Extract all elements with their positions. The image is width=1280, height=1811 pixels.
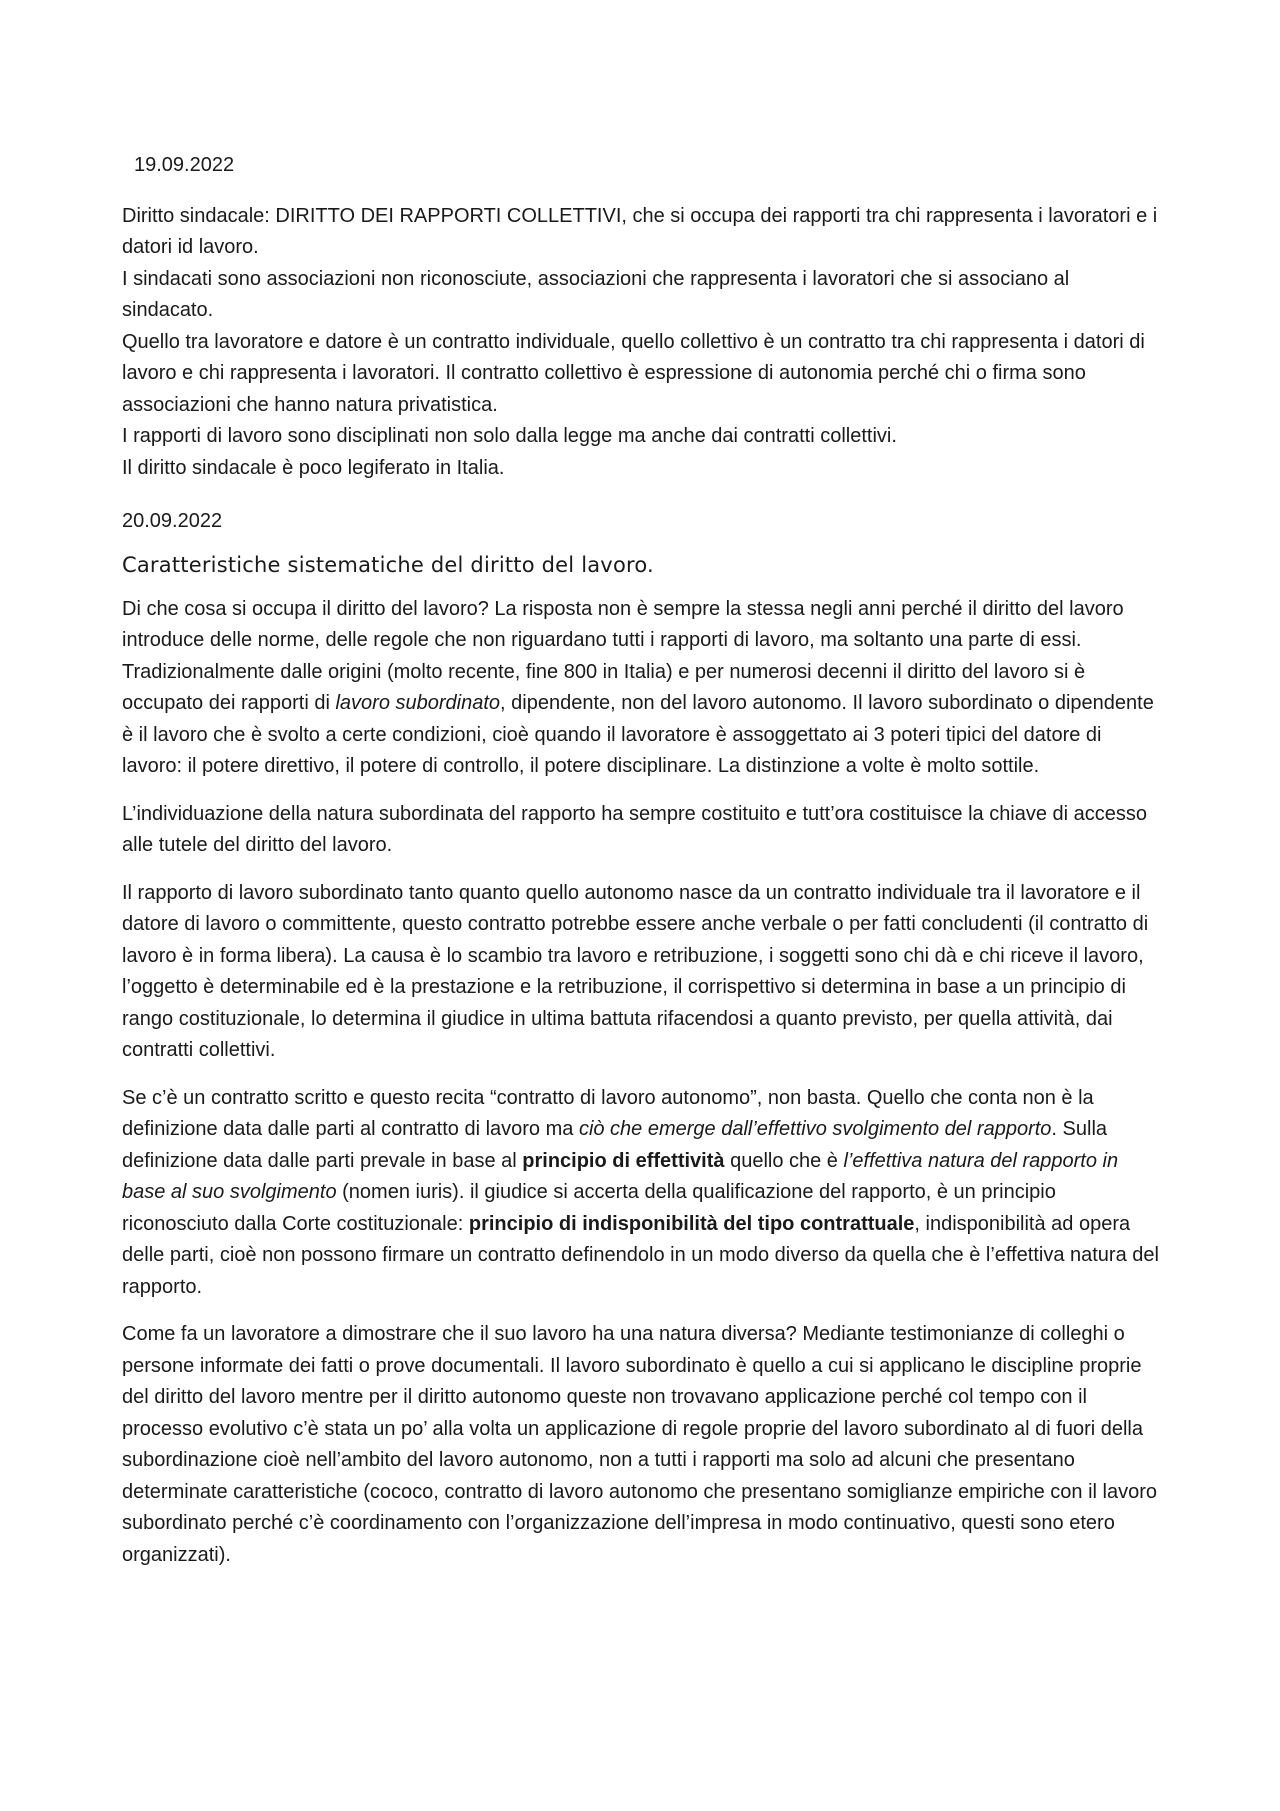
text-segment: (nomen iuris). il giudice si accerta della qualificazione del rapporto, è un principio riconosciuto dalla Corte costituzionale: [122,1181,1056,1235]
paragraph-oggetto-diritto-lavoro [122,594,1162,783]
document-page [122,150,1162,1587]
italic-phrase: ciò che emerge dall’effettivo svolgimento del rapporto [578,1118,1052,1140]
note-line: Quello tra lavoratore e datore è un contratto individuale, quello collettivo è un contratto tra chi rappresenta i datori di lavoro e chi rappresenta i lavoratori. Il contratto collettivo è espressione di autonomia perché chi o firma sono associazioni che hanno natura privatistica. [122,330,1145,416]
paragraph-prova-lavoro: Come fa un lavoratore a dimostrare che il suo lavoro ha una natura diversa? Mediante testimonianze di colleghi o persone informate dei fatti o prove documentali. Il lavoro subordinato è quello a cui si applicano le discipline proprie del diritto del lavoro mentre per il diritto autonomo queste non trovavano applicazione perché col tempo con il processo evolutivo c’è stata un po’ alla volta un applicazione di regole proprie del lavoro subordinato al di fuori della subordinazione cioè nell’ambito del lavoro autonomo, non a tutti i rapporti ma solo ad alcuni che presentano determinate caratteristiche (cococo, contratto di lavoro autonomo che presentano somiglianze empiriche con il lavoro subordinato perché c’è coordinamento con l’organizzazione dell’impresa in modo continuativo, questi sono etero organizzati). [122,1323,1157,1566]
text-segment: quello che è [724,1149,844,1172]
note-line: I sindacati sono associazioni non riconosciute, associazioni che rappresenta i lavoratori che si associano al sindacato. [122,267,1070,321]
note-line: Diritto sindacale: DIRITTO DEI RAPPORTI COLLETTIVI, che si occupa dei rapporti tra chi rappresenta i lavoratori e i datori id lavoro. [122,204,1158,258]
section-heading: Caratteristiche sistematiche del diritto del lavoro. [122,552,654,577]
note-line: Il diritto sindacale è poco legiferato in Italia. [122,456,505,479]
paragraph-principio-effettivita [122,1083,1162,1304]
text-segment: . Sulla definizione data dalle parti prevale in base al [122,1118,1108,1172]
text-segment: Di che cosa si occupa il diritto del lavoro? La risposta non è sempre la stessa negli anni perché il diritto del lavoro introduce delle norme, delle regole che non riguardano tutti i rapporti di lavoro, ma soltanto una parte di essi. Tradizionalmente dalle origini (molto recente, fine 800 in Italia) e per numerosi decenni il diritto del lavoro si è occupato dei rapporti di [122,597,1124,714]
paragraph-natura-subordinata: L’individuazione della natura subordinata del rapporto ha sempre costituito e tutt’ora costituisce la chiave di accesso alle tutele del diritto del lavoro. [122,802,1148,856]
italic-phrase: l’effettiva natura del rapporto in base al suo svolgimento [122,1149,1119,1203]
italic-term-lavoro-subordinato: lavoro subordinato [335,692,501,714]
text-segment: , dipendente, non del lavoro autonomo. Il lavoro subordinato o dipendente è il lavoro che è svolto a certe condizioni, cioè quando il lavoratore è assoggettato ai 3 poteri tipici del datore di lavoro: il potere direttivo, il potere di controllo, il potere disciplinare. La distinzione a volte è molto sottile. [122,692,1154,777]
paragraph-contratto-individuale: Il rapporto di lavoro subordinato tanto quanto quello autonomo nasce da un contratto individuale tra il lavoratore e il datore di lavoro o committente, questo contratto potrebbe essere anche verbale o per fatti concludenti (il contratto di lavoro è in forma libera). La causa è lo scambio tra lavoro e retribuzione, i soggetti sono chi dà e chi riceve il lavoro, l’oggetto è determinabile ed è la prestazione e la retribuzione, il corrispettivo si determina in base a un principio di rango costituzionale, lo determina il giudice in ultima battuta rifacendosi a quanto previsto, per quella attività, dai contratti collettivi. [122,881,1149,1061]
text-segment: Se c’è un contratto scritto e questo recita “contratto di lavoro autonomo”, non basta. Quello che conta non è la definizione data dalle parti al contratto di lavoro ma [122,1086,1094,1140]
bold-term-principio-effettivita: principio di effettività [522,1149,725,1172]
date-heading-2: 20.09.2022 [122,510,223,532]
bold-term-indisponibilita: principio di indisponibilità del tipo contrattuale [468,1212,915,1235]
text-segment: , indisponibilità ad opera delle parti, cioè non possono firmare un contratto definendolo in un modo diverso da quella che è l’effettiva natura del rapporto. [122,1212,1159,1298]
date-heading-1: 19.09.2022 [134,154,235,176]
sindacale-notes-block [122,201,1162,485]
note-line: I rapporti di lavoro sono disciplinati non solo dalla legge ma anche dai contratti collettivi. [122,425,897,447]
